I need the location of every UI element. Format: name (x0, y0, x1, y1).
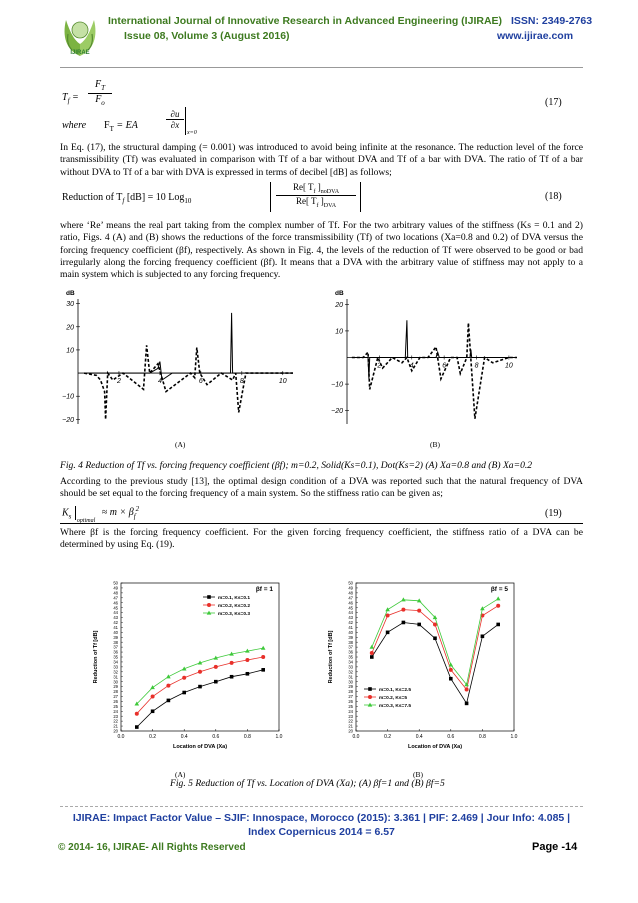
chart-title: βf = 5 (490, 586, 508, 593)
chart-title: βf = 1 (255, 586, 273, 593)
x-tick-label: 4 (409, 362, 414, 370)
y-tick-label: 21 (348, 723, 353, 729)
x-tick-label: 6 (198, 378, 203, 386)
y-tick-label: 25 (113, 703, 118, 709)
y-axis-label: Reduction of Tf [dB] (328, 630, 334, 684)
data-point (386, 631, 390, 635)
equation-19-rule (60, 523, 583, 524)
issn: ISSN: 2349-2763 (510, 15, 593, 27)
x-tick-label: 0.6 (212, 734, 220, 740)
y-tick-label: −20 (331, 408, 343, 416)
data-point (135, 725, 139, 729)
data-point (370, 655, 374, 659)
data-point (261, 655, 265, 659)
figure-5b-chart (320, 565, 525, 755)
y-tick-label: 10 (335, 328, 343, 336)
equation-18-number: (18) (545, 191, 562, 202)
legend-label: m=0.1, Ks=2.5 (379, 688, 412, 693)
legend-label: m=0.2, Ks=5 (379, 696, 408, 701)
data-point (449, 668, 453, 672)
data-point (207, 595, 211, 599)
y-tick-label: 46 (113, 600, 118, 606)
y-tick-label: 45 (348, 605, 353, 611)
y-tick-label: 31 (113, 674, 118, 680)
y-tick-label: 47 (113, 595, 118, 601)
x-axis-label: Location of DVA (Xa) (407, 744, 463, 750)
x-tick-label: 0.6 (447, 734, 455, 740)
equation-17: $T_f$ = $F_T$ $F_o$ where $F_T$ = EA ∂u ∂x x=0 (62, 79, 197, 136)
paragraph-1: In Eq. (17), the structural damping (= 0.001) was introduced to avoid being infinite at the resonance. The reduction level of the force transmissibility (Tf) was evaluated in comparison with Tf of a bar without DVA and Tf of a bar with DVA. The ratio of Tf of a bar without DVA to Tf of a bar with DVA is expressed in terms of decibel [dB] as follows; (60, 142, 583, 178)
y-tick-label: 33 (113, 664, 118, 670)
data-point (496, 623, 500, 627)
figure-4a-label: (A) (175, 440, 186, 449)
footer-page-number: Page -14 (532, 841, 578, 853)
data-point (370, 651, 374, 655)
y-tick-label: 45 (113, 605, 118, 611)
paragraph-4: Where βf is the forcing frequency coefficient. For the given forcing frequency coefficient, the stiffness ratio of a DVA can be determined by using Eq. (19). (60, 527, 583, 551)
data-point (368, 687, 372, 691)
data-point (167, 699, 171, 703)
x-tick-label: 10 (278, 378, 287, 386)
y-tick-label: 42 (113, 620, 118, 626)
data-point (198, 685, 202, 689)
logo-text: IJIRAE (70, 50, 90, 56)
y-tick-label: 23 (348, 713, 353, 719)
y-tick-label: 37 (113, 644, 118, 650)
x-tick-label: 0.0 (117, 734, 125, 740)
figure-5a-label: (A) (175, 770, 186, 779)
y-tick-label: 22 (113, 718, 118, 724)
y-axis-label: Reduction of Tf [dB] (93, 630, 99, 684)
x-tick-label: 0.2 (384, 734, 392, 740)
y-tick-label: 30 (113, 679, 118, 685)
y-tick-label: 39 (113, 634, 118, 640)
y-tick-label: 38 (113, 639, 118, 645)
plot-frame (121, 583, 279, 731)
data-point (496, 604, 500, 608)
legend-label: m=0.1, Ks=0.1 (218, 596, 251, 601)
x-tick-label: 6 (442, 362, 447, 370)
journal-title-line (108, 15, 592, 27)
y-tick-label: 20 (348, 728, 353, 734)
data-point (402, 621, 406, 625)
data-point (401, 608, 405, 612)
figure-5-caption: Fig. 5 Reduction of Tf vs. Location of DVA (Xa); (A) βf=1 and (B) βf=5 (170, 778, 445, 789)
y-tick-label: 34 (113, 659, 118, 665)
y-tick-label: 10 (66, 347, 74, 355)
footer-copyright: © 2014- 16, IJIRAE- All Rights Reserved (58, 842, 246, 853)
series-line-dot (352, 323, 517, 419)
x-tick-label: 0.8 (478, 734, 486, 740)
y-tick-label: 38 (348, 639, 353, 645)
equation-18: Reduction of $T_f$ [dB] = 10 Log$_{10}$ Re[ $T_f$ ]$_{noDVA}$ Re[ $T_f$ ]$_{DVA}$ (62, 182, 502, 214)
figure-4-caption: Fig. 4 Reduction of Tf vs. forcing frequency coefficient (βf); m=0.2, Solid(Ks=0.1), Dot(Ks=2) (A) Xa=0.8 and (B) Xa=0.2 (60, 460, 533, 471)
y-tick-label: 41 (348, 625, 353, 630)
y-tick-label: 28 (348, 689, 353, 695)
journal-url[interactable]: www.ijirae.com (497, 30, 574, 42)
y-tick-label: −10 (62, 393, 74, 401)
y-tick-label: 48 (348, 590, 353, 596)
x-tick-label: 0.0 (352, 734, 360, 740)
y-axis-label: dB (335, 290, 344, 297)
footer-impact-line: IJIRAE: Impact Factor Value – SJIF: Innospace, Morocco (2015): 3.361 | PIF: 2.469 | Jour Info: 4.085 | (72, 812, 571, 824)
series-line-dot (84, 345, 293, 419)
legend-label: m=0.2, Ks=0.2 (218, 604, 251, 609)
x-tick-label: 0.4 (415, 734, 423, 740)
y-tick-label: 43 (348, 615, 353, 621)
data-point (166, 684, 170, 688)
y-tick-label: 20 (113, 728, 118, 734)
y-tick-label: 30 (66, 301, 74, 309)
y-tick-label: 20 (335, 301, 343, 309)
y-tick-label: 35 (113, 654, 118, 660)
footer-divider (60, 806, 583, 807)
y-tick-label: 47 (348, 595, 353, 601)
issue-info: Issue 08, Volume 3 (August 2016) (124, 30, 290, 42)
data-point (496, 596, 501, 600)
y-tick-label: 44 (348, 610, 353, 616)
y-tick-label: 34 (348, 659, 353, 665)
x-tick-label: 1.0 (510, 734, 518, 740)
x-tick-label: 8 (474, 362, 479, 370)
y-tick-label: 35 (348, 654, 353, 660)
data-point (151, 694, 155, 698)
figure-4a-chart (60, 287, 300, 437)
data-point (370, 645, 375, 649)
equation-19-number: (19) (545, 508, 562, 519)
data-point (214, 680, 218, 684)
y-tick-label: 26 (113, 699, 118, 704)
series-line (137, 670, 263, 727)
y-tick-label: 36 (348, 649, 353, 655)
data-point (449, 677, 453, 681)
data-point (182, 691, 186, 695)
y-tick-label: 42 (348, 620, 353, 626)
data-point (368, 695, 372, 699)
y-tick-label: −20 (62, 416, 74, 424)
y-tick-label: 27 (113, 694, 118, 700)
data-point (417, 609, 421, 613)
y-tick-label: 44 (113, 610, 118, 616)
equation-19: $K_s$ $_{optimal} \approx m \times \beta_f^2$ (62, 505, 140, 525)
y-tick-label: 40 (348, 629, 353, 635)
y-tick-label: −10 (331, 381, 343, 389)
y-tick-label: 24 (348, 708, 353, 714)
equation-17-number: (17) (545, 97, 562, 108)
y-tick-label: 31 (348, 674, 353, 680)
paragraph-3: According to the previous study [13], the optimal design condition of a DVA was reported such that the natural frequency of DVA should be set equal to the forcing frequency of a main system. So the stiffness ratio can be given as; (60, 476, 583, 500)
footer-index-line: Index Copernicus 2014 = 6.57 (248, 826, 395, 838)
y-tick-label: 25 (348, 703, 353, 709)
journal-logo (58, 10, 102, 60)
y-tick-label: 40 (113, 629, 118, 635)
y-axis-label: dB (66, 290, 75, 297)
data-point (480, 606, 485, 610)
data-point (386, 614, 390, 618)
x-tick-label: 1.0 (275, 734, 283, 740)
y-tick-label: 26 (348, 699, 353, 704)
data-point (385, 607, 390, 611)
data-point (465, 688, 469, 692)
y-tick-label: 39 (348, 634, 353, 640)
data-point (150, 685, 155, 689)
data-point (245, 658, 249, 662)
y-tick-label: 48 (113, 590, 118, 596)
data-point (368, 703, 373, 707)
y-tick-label: 36 (113, 649, 118, 655)
data-point (433, 636, 437, 640)
x-tick-label: 0.4 (180, 734, 188, 740)
figure-5a-chart (85, 565, 290, 755)
y-tick-label: 32 (348, 669, 353, 675)
legend-label: m=0.3, Ks=7.5 (379, 704, 412, 709)
y-tick-label: 30 (348, 679, 353, 685)
journal-title: International Journal of Innovative Research in Advanced Engineering (IJIRAE) (108, 15, 503, 27)
y-tick-label: 46 (348, 600, 353, 606)
data-point (230, 661, 234, 665)
y-tick-label: 28 (113, 689, 118, 695)
y-tick-label: 37 (348, 644, 353, 650)
series-line-solid (84, 313, 293, 380)
data-point (135, 712, 139, 716)
data-point (151, 709, 155, 713)
x-tick-label: 0.8 (243, 734, 251, 740)
data-point (481, 634, 485, 638)
y-tick-label: 21 (113, 723, 118, 729)
x-tick-label: 10 (505, 362, 513, 370)
figure-5b-label: (B) (413, 770, 423, 779)
x-axis-label: Location of DVA (Xa) (172, 744, 228, 750)
series-line (137, 648, 263, 704)
y-tick-label: 33 (348, 664, 353, 670)
y-tick-label: 24 (113, 708, 118, 714)
data-point (182, 676, 186, 680)
figure-4b-chart (331, 287, 525, 437)
y-tick-label: 22 (348, 718, 353, 724)
data-point (401, 597, 406, 601)
data-point (433, 622, 437, 626)
figure-4b-label: (B) (430, 440, 440, 449)
y-tick-label: 49 (348, 585, 353, 591)
data-point (214, 665, 218, 669)
data-point (207, 603, 211, 607)
y-tick-label: 41 (113, 625, 118, 630)
x-tick-label: 2 (116, 378, 121, 386)
series-line (372, 599, 498, 685)
x-tick-label: 2 (377, 362, 382, 370)
y-tick-label: 29 (113, 684, 118, 690)
paragraph-2: where ‘Re’ means the real part taking from the complex number of Tf. For the two arbitrary values of the stiffness (Ks = 0.1 and 2) ratio, Figs. 4 (A) and (B) shows the reductions of the force transmissibility (Tf) of two locations (Xa=0.8 and 0.2) of DVA versus the forcing frequency coefficient (βf), respectively. As shown in Fig. 4, the levels of the reduction of Tf were observed to be good or bad irregularly along the forcing frequency coefficient (βf). It means that a DVA with the arbitrary value of stiffness may not apply to a main system which is subjected to any forcing frequency. (60, 220, 583, 281)
x-tick-label: 0.2 (149, 734, 157, 740)
data-point (261, 646, 266, 650)
data-point (246, 672, 250, 676)
y-tick-label: 27 (348, 694, 353, 700)
y-tick-label: 23 (113, 713, 118, 719)
y-tick-label: 49 (113, 585, 118, 591)
x-tick-label: 8 (239, 378, 244, 386)
data-point (230, 675, 234, 679)
y-tick-label: 43 (113, 615, 118, 621)
data-point (261, 668, 265, 672)
y-tick-label: 50 (348, 580, 353, 586)
data-point (207, 611, 212, 615)
data-point (417, 623, 421, 627)
y-tick-label: 29 (348, 684, 353, 690)
data-point (465, 702, 469, 706)
y-tick-label: 50 (113, 580, 118, 586)
header-divider (60, 67, 583, 68)
legend-label: m=0.3, Ks=0.3 (218, 612, 251, 617)
x-tick-label: 4 (157, 378, 162, 386)
y-tick-label: 20 (66, 324, 74, 332)
data-point (198, 670, 202, 674)
y-tick-label: 32 (113, 669, 118, 675)
